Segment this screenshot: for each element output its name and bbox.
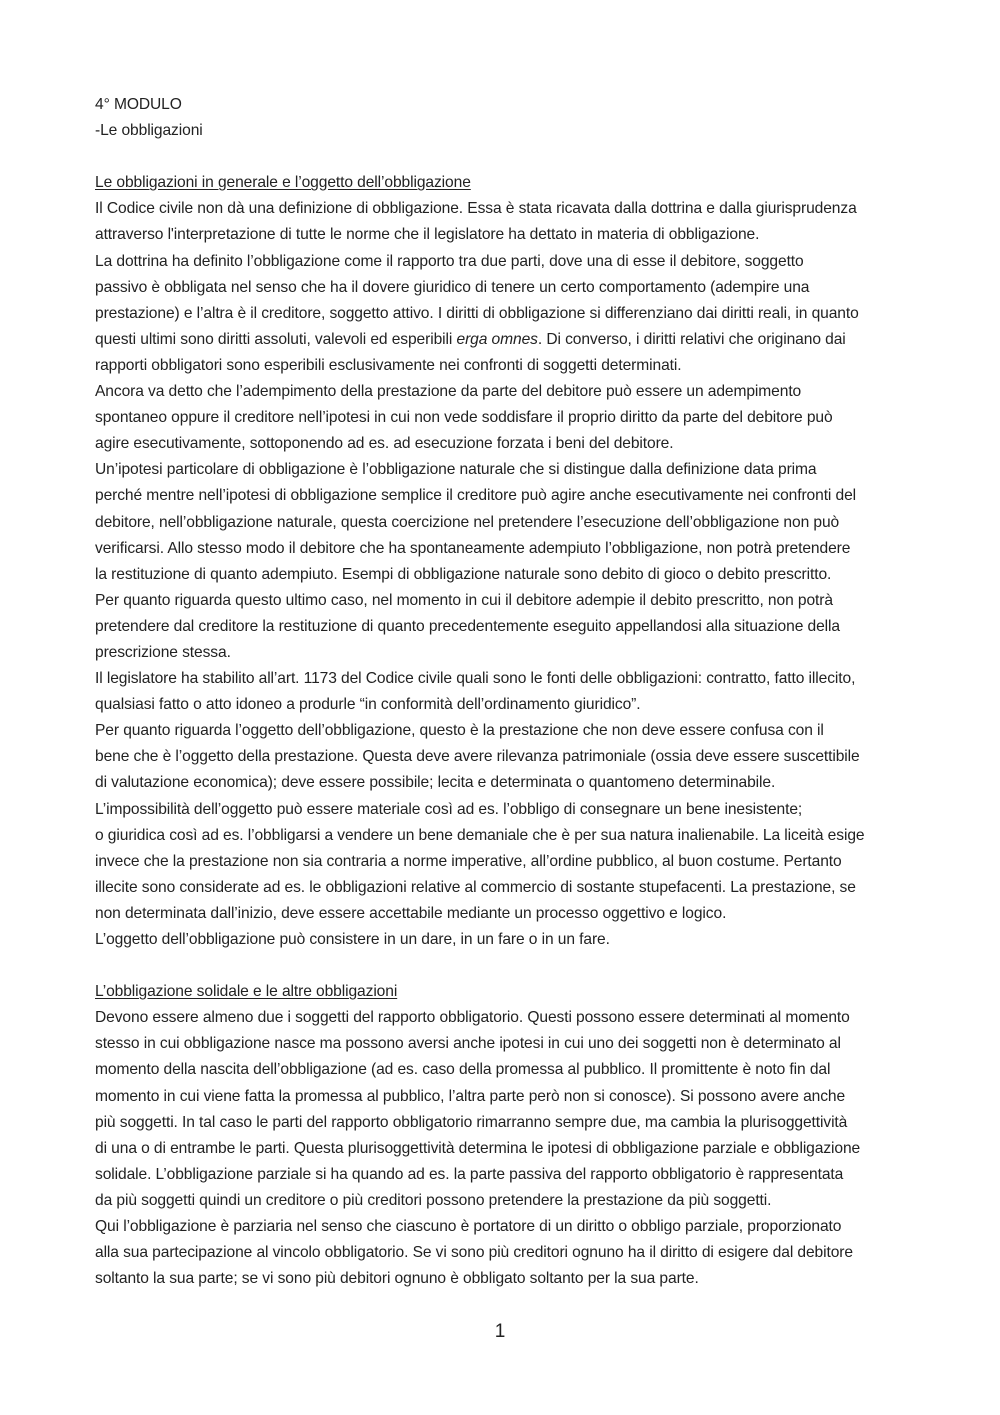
- text-line: bene che è l’oggetto della prestazione. Questa deve avere rilevanza patrimoniale (ossia deve essere suscettibile: [95, 748, 860, 766]
- module-title: 4° MODULO: [95, 96, 182, 113]
- text-line: qualsiasi fatto o atto idoneo a produrle “in conformità dell’ordinamento giuridico”.: [95, 696, 641, 714]
- text-line: Il legislatore ha stabilito all’art. 1173 del Codice civile quali sono le fonti delle obbligazioni: contratto, fatto illecito,: [95, 670, 856, 688]
- text-line: da più soggetti quindi un creditore o più creditori possono pretendere la prestazione da più soggetti.: [95, 1191, 772, 1209]
- text-line: solidale. L’obbligazione parziale si ha quando ad es. la parte passiva del rapporto obbligatorio è rappresentata: [95, 1165, 844, 1183]
- section1-paragraph-part1: [95, 196, 907, 353]
- text-line: momento della nascita dell’obbligazione (ad es. caso della promessa al pubblico. Il promittente è noto fin dal: [95, 1061, 831, 1079]
- text-line: L’oggetto dell’obbligazione può consistere in un dare, in un fare o in un fare.: [95, 931, 610, 948]
- text-line: attraverso l'interpretazione di tutte le norme che il legislatore ha dettato in materia di obbligazione.: [95, 226, 760, 244]
- text-line: La dottrina ha definito l’obbligazione come il rapporto tra due parti, dove una di esse il debitore, soggetto: [95, 252, 804, 270]
- text-line: Per quanto riguarda l’oggetto dell’obbligazione, questo è la prestazione che non deve essere confusa con il: [95, 722, 824, 740]
- text-line: invece che la prestazione non sia contraria a norme imperative, all’ordine pubblico, al buon costume. Pertanto: [95, 852, 842, 870]
- text-line: Devono essere almeno due i soggetti del rapporto obbligatorio. Questi possono essere determinati al momento: [95, 1009, 850, 1027]
- document-subtitle: -Le obbligazioni: [95, 122, 203, 140]
- text-line: di valutazione economica); deve essere possibile; lecita e determinata o quantomeno determinabile.: [95, 774, 776, 792]
- text-line: o giuridica così ad es. l’obbligarsi a vendere un bene demaniale che è per sua natura inalienabile. La liceità esige: [95, 826, 865, 844]
- text-line: stesso in cui obbligazione nasce ma possono aversi anche ipotesi in cui uno dei soggetti non è determinato al: [95, 1035, 841, 1053]
- spacer: [95, 144, 907, 170]
- page-number: 1: [494, 1321, 506, 1342]
- text-fragment: . Di converso, i diritti relativi che originano dai: [537, 330, 846, 348]
- text-line: agire esecutivamente, sottoponendo ad es. ad esecuzione forzata i beni del debitore.: [95, 435, 674, 453]
- text-line: debitore, nell’obbligazione naturale, questa coercizione nel pretendere l’esecuzione dell’obbligazione non può: [95, 513, 840, 531]
- italic-term: erga omnes: [456, 330, 538, 348]
- text-line: alla sua partecipazione al vincolo obbligatorio. Se vi sono più creditori ognuno ha il diritto di esigere dal debitore: [95, 1244, 853, 1262]
- section-heading-obbligazione-solidale: L’obbligazione solidale e le altre obbligazioni: [95, 983, 398, 1001]
- text-line: di una o di entrambe le parti. Questa plurisoggettività determina le ipotesi di obbligazione parziale e obbligazione: [95, 1139, 861, 1157]
- text-line: soltanto la sua parte; se vi sono più debitori ognuno è obbligato soltanto per la sua parte.: [95, 1270, 699, 1288]
- text-line: Per quanto riguarda questo ultimo caso, nel momento in cui il debitore adempie il debito prescritto, non potrà: [95, 591, 833, 609]
- section-heading-obbligazioni-generale: Le obbligazioni in generale e l’oggetto dell’obbligazione: [95, 174, 471, 192]
- text-line: prescrizione stessa.: [95, 643, 231, 661]
- spacer: [95, 953, 907, 979]
- text-line: illecite sono considerate ad es. le obbligazioni relative al commercio di sostante stupefacenti. La prestazione, se: [95, 878, 856, 896]
- text-line: la restituzione di quanto adempiuto. Esempi di obbligazione naturale sono debito di gioco o debito prescritto.: [95, 565, 832, 583]
- text-line: non determinata dall’inizio, deve essere accettabile mediante un processo oggettivo e logico.: [95, 904, 727, 922]
- text-line: più soggetti. In tal caso le parti del rapporto obbligatorio rimarranno sempre due, ma cambia la plurisoggettività: [95, 1113, 848, 1131]
- section2-paragraph: [95, 1005, 907, 1292]
- section1-paragraph-part2: [95, 353, 907, 953]
- text-line: Un’ipotesi particolare di obbligazione è l’obbligazione naturale che si distingue dalla definizione data prima: [95, 461, 817, 479]
- text-line: pretendere dal creditore la restituzione di quanto precedentemente eseguito appellandosi alla situazione della: [95, 617, 840, 635]
- document-body: [95, 92, 907, 1292]
- text-line: verificarsi. Allo stesso modo il debitore che ha spontaneamente adempiuto l’obbligazione, non potrà pretendere: [95, 539, 851, 557]
- text-line: momento in cui viene fatta la promessa al pubblico, l’altra parte però non si conosce). Si possono avere anche: [95, 1087, 846, 1105]
- text-line: perché mentre nell’ipotesi di obbligazione semplice il creditore può agire anche esecutivamente nei confronti del: [95, 487, 857, 505]
- text-line-erga-omnes: [95, 327, 907, 353]
- text-line: Qui l’obbligazione è parziaria nel senso che ciascuno è portatore di un diritto o obbligo parziale, proporzionato: [95, 1218, 842, 1236]
- text-line: prestazione) e l’altra è il creditore, soggetto attivo. I diritti di obbligazione si differenziano dai diritti reali, in quanto: [95, 304, 859, 322]
- text-line: passivo è obbligata nel senso che ha il dovere giuridico di tenere un certo comportamento (adempire una: [95, 278, 810, 296]
- text-line: Ancora va detto che l’adempimento della prestazione da parte del debitore può essere un adempimento: [95, 383, 802, 401]
- text-line: spontaneo oppure il creditore nell’ipotesi in cui non vede soddisfare il proprio diritto da parte del debitore può: [95, 409, 833, 427]
- text-line: L’impossibilità dell’oggetto può essere materiale così ad es. l’obbligo di consegnare un bene inesistente;: [95, 800, 803, 818]
- text-fragment: questi ultimi sono diritti assoluti, valevoli ed esperibili: [95, 330, 457, 348]
- text-line: Il Codice civile non dà una definizione di obbligazione. Essa è stata ricavata dalla dottrina e dalla giurisprudenza: [95, 200, 857, 218]
- text-line: rapporti obbligatori sono esperibili esclusivamente nei confronti di soggetti determinati.: [95, 356, 682, 374]
